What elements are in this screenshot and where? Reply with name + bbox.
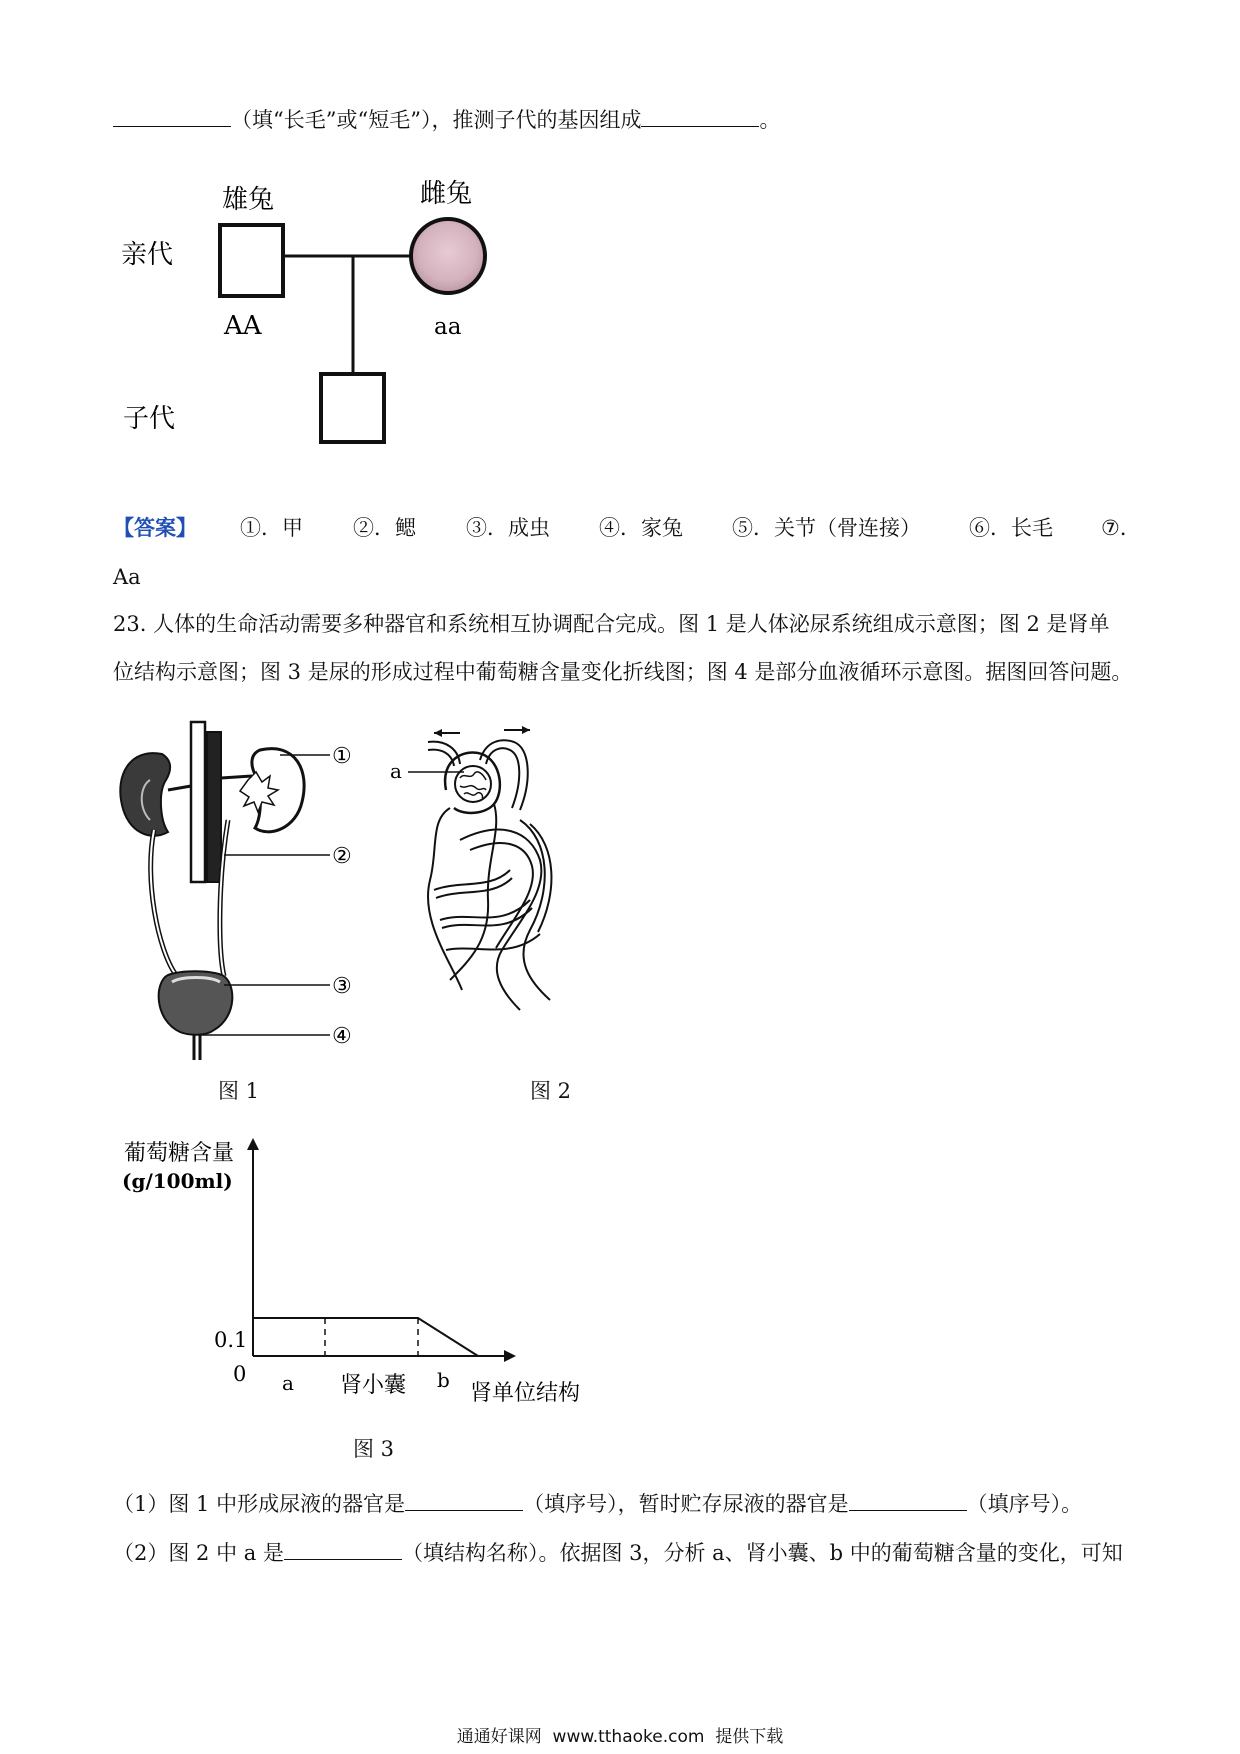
q22-text: （填“长毛”或“短毛”），推测子代的基因组成 xyxy=(231,108,642,132)
footer-url: www.tthaoke.com xyxy=(552,1727,705,1747)
glucose-chart xyxy=(110,1130,610,1430)
fig1-label-3: ③ xyxy=(332,974,352,999)
y-tick-label: 0 xyxy=(233,1362,247,1386)
x-category-label: b xyxy=(437,1368,450,1392)
y-axis-arrow-icon xyxy=(247,1138,259,1150)
urinary-system-figure xyxy=(110,720,380,1065)
female-circle xyxy=(411,219,485,293)
q23-line-2: 位结构示意图；图 3 是尿的形成过程中葡萄糖含量变化折线图；图 4 是部分血液循环示意图。据图回答问题。 xyxy=(113,660,1133,684)
footer-site: 通通好课网 xyxy=(456,1727,542,1747)
answer-blank xyxy=(405,1488,523,1511)
answer-blank xyxy=(284,1537,402,1560)
renal-tubule xyxy=(428,808,462,990)
q22-tail-line xyxy=(113,104,780,134)
footer-note: 提供下载 xyxy=(715,1727,784,1747)
parent-generation-label: 亲代 xyxy=(121,240,174,270)
child-square xyxy=(321,374,384,442)
answer-item: ⑦． xyxy=(1101,516,1141,540)
chart-ylabel-unit: (g/100ml) xyxy=(122,1169,233,1193)
arrow-icon xyxy=(522,726,530,734)
q22-end: 。 xyxy=(759,108,781,132)
q23-sub1: （1）图 1 中形成尿液的器官是 （填序号），暂时贮存尿液的器官是 （填序号）。 xyxy=(113,1488,1082,1518)
answer-blank xyxy=(113,104,231,127)
q23-line-1: 23. 人体的生命活动需要多种器官和系统相互协调配合完成。图 1 是人体泌尿系统组成示意图；图 2 是肾单 xyxy=(113,612,1110,636)
female-genotype: aa xyxy=(434,314,462,340)
page-footer xyxy=(0,1722,1240,1747)
x-axis-arrow-icon xyxy=(504,1350,516,1362)
left-kidney xyxy=(120,753,170,836)
nephron-figure xyxy=(390,720,630,1020)
arrow-icon xyxy=(434,729,442,737)
fig3-caption: 图 3 xyxy=(353,1437,395,1461)
child-generation-label: 子代 xyxy=(123,404,176,434)
fig2-caption: 图 2 xyxy=(530,1079,572,1103)
answer-item: ④．家兔 xyxy=(599,516,683,540)
vena-cava-vessel xyxy=(207,732,221,882)
left-ureter xyxy=(151,830,176,975)
answer-blank xyxy=(849,1488,967,1511)
male-genotype: AA xyxy=(224,311,262,341)
x-category-label: a xyxy=(282,1371,294,1395)
aorta-vessel xyxy=(191,722,205,882)
male-square xyxy=(220,225,283,296)
answer-blank xyxy=(641,104,759,127)
answer-item: ③．成虫 xyxy=(466,516,550,540)
answer-item: ①．甲 xyxy=(240,516,303,540)
fig1-label-1: ① xyxy=(332,744,352,769)
female-label: 雌兔 xyxy=(420,179,473,209)
pedigree-diagram xyxy=(100,165,520,475)
answer-tag: 【答案】 xyxy=(113,515,197,540)
male-label: 雄兔 xyxy=(222,185,275,215)
answer-item: ⑤．关节（骨连接） xyxy=(732,516,921,540)
x-category-label: 肾小囊 xyxy=(340,1373,407,1398)
fig1-label-2: ② xyxy=(332,844,352,869)
answer-item: ⑥．长毛 xyxy=(969,516,1053,540)
chart-ylabel: 葡萄糖含量 xyxy=(124,1141,235,1166)
fig1-label-4: ④ xyxy=(332,1024,352,1049)
y-tick-label: 0.1 xyxy=(214,1328,248,1352)
chart-xlabel: 肾单位结构 xyxy=(470,1381,581,1406)
fig2-label-a: a xyxy=(390,759,402,783)
fig1-caption: 图 1 xyxy=(218,1079,260,1103)
answer-continuation: Aa xyxy=(113,565,141,589)
glucose-series-line xyxy=(253,1318,478,1356)
bladder xyxy=(159,971,233,1035)
answer-item: ②．鳃 xyxy=(353,516,416,540)
q23-sub2: （2）图 2 中 a 是 （填结构名称）。依据图 3，分析 a、肾小囊、b 中的葡萄糖含量的变化，可知 xyxy=(113,1537,1123,1567)
